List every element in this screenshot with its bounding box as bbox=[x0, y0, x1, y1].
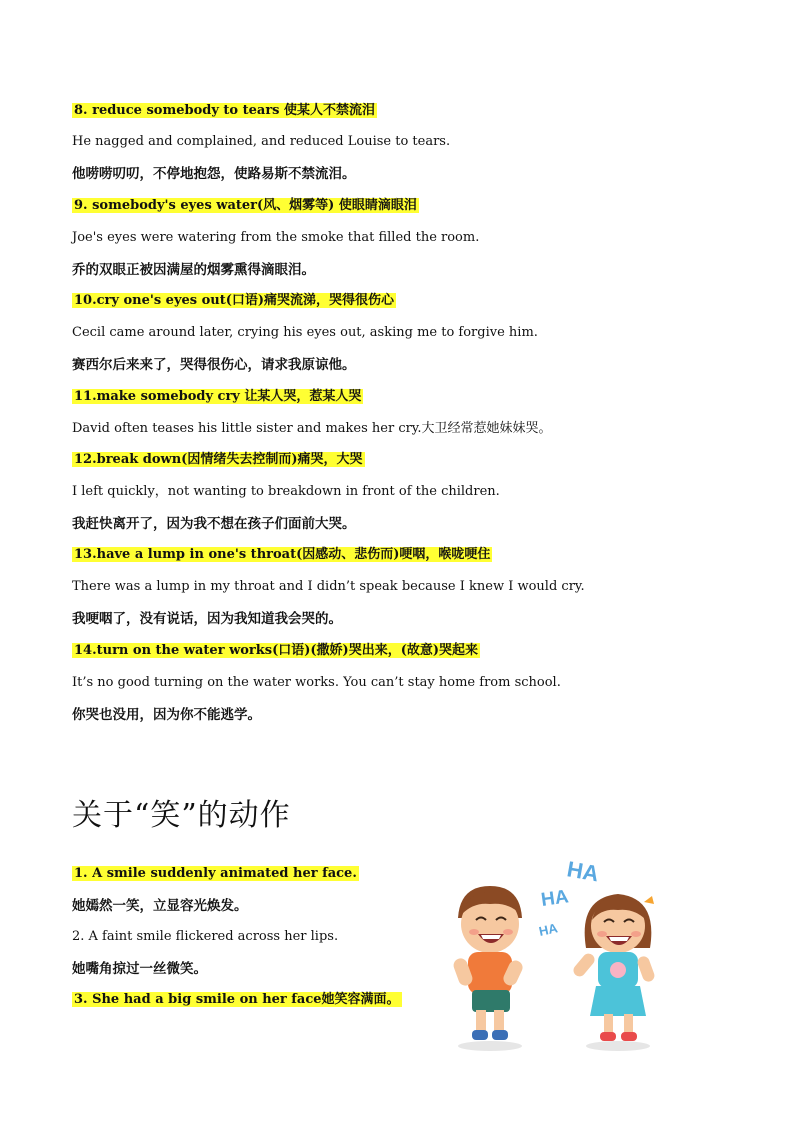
entry-9-heading: 9. somebody's eyes water(风、烟雾等) 使眼睛滴眼泪 bbox=[74, 198, 417, 213]
section-title: 关于“笑”的动作 bbox=[72, 798, 291, 833]
ha-bubble-1: HA bbox=[565, 856, 601, 887]
entry-12-heading: 12.break down(因情绪失去控制而)痛哭，大哭 bbox=[74, 452, 363, 467]
smile-1-sentence: 1. A smile suddenly animated her face. bbox=[74, 866, 357, 881]
entry-10-translation: 赛西尔后来来了，哭得很伤心，请求我原谅他。 bbox=[72, 357, 356, 373]
smile-1-translation: 她嫣然一笑，立显容光焕发。 bbox=[72, 898, 248, 914]
girl-figure bbox=[571, 894, 656, 1041]
entry-14-example: It’s no good turning on the water works. You can’t stay home from school. bbox=[72, 675, 561, 690]
boy-figure bbox=[452, 886, 525, 1040]
smile-2-sentence: 2. A faint smile flickered across her lips. bbox=[72, 929, 339, 944]
entry-13-translation: 我哽咽了，没有说话，因为我知道我会哭的。 bbox=[72, 611, 342, 627]
entry-11-example: David often teases his little sister and makes her cry.大卫经常惹她妹妹哭。 bbox=[72, 421, 552, 436]
entry-13-example: There was a lump in my throat and I didn’t speak because I knew I would cry. bbox=[72, 579, 585, 594]
entry-8-example: He nagged and complained, and reduced Louise to tears. bbox=[72, 134, 451, 149]
entry-13-heading: 13.have a lump in one's throat(因感动、悲伤而)哽咽，喉咙哽住 bbox=[74, 547, 491, 562]
entry-12-example: I left quickly，not wanting to breakdown in front of the children. bbox=[72, 484, 500, 499]
ha-bubble-2: HA bbox=[539, 886, 570, 911]
smile-2-translation: 她嘴角掠过一丝微笑。 bbox=[72, 961, 207, 977]
entry-8-heading: 8. reduce somebody to tears 使某人不禁流泪 bbox=[74, 103, 376, 118]
entry-8-translation: 他唠唠叨叨，不停地抱怨，使路易斯不禁流泪。 bbox=[72, 166, 356, 182]
entry-12-translation: 我赶快离开了，因为我不想在孩子们面前大哭。 bbox=[72, 516, 356, 532]
entry-10-heading: 10.cry one's eyes out(口语)痛哭流涕，哭得很伤心 bbox=[74, 293, 395, 308]
entry-14-translation: 你哭也没用，因为你不能逃学。 bbox=[72, 707, 261, 723]
entry-9-translation: 乔的双眼正被因满屋的烟雾熏得滴眼泪。 bbox=[72, 262, 315, 278]
entry-10-example: Cecil came around later, crying his eyes out, asking me to forgive him. bbox=[72, 325, 538, 340]
entry-9-example: Joe's eyes were watering from the smoke that filled the room. bbox=[72, 230, 480, 245]
laughing-kids-illustration bbox=[438, 848, 678, 1060]
ha-bubble-3: HA bbox=[537, 920, 559, 939]
entry-14-heading: 14.turn on the water works(口语)(撒娇)哭出来，(故意)哭起来 bbox=[74, 643, 479, 658]
entry-11-heading: 11.make somebody cry 让某人哭，惹某人哭 bbox=[74, 389, 362, 404]
smile-3-sentence: 3. She had a big smile on her face她笑容满面。 bbox=[74, 992, 400, 1007]
